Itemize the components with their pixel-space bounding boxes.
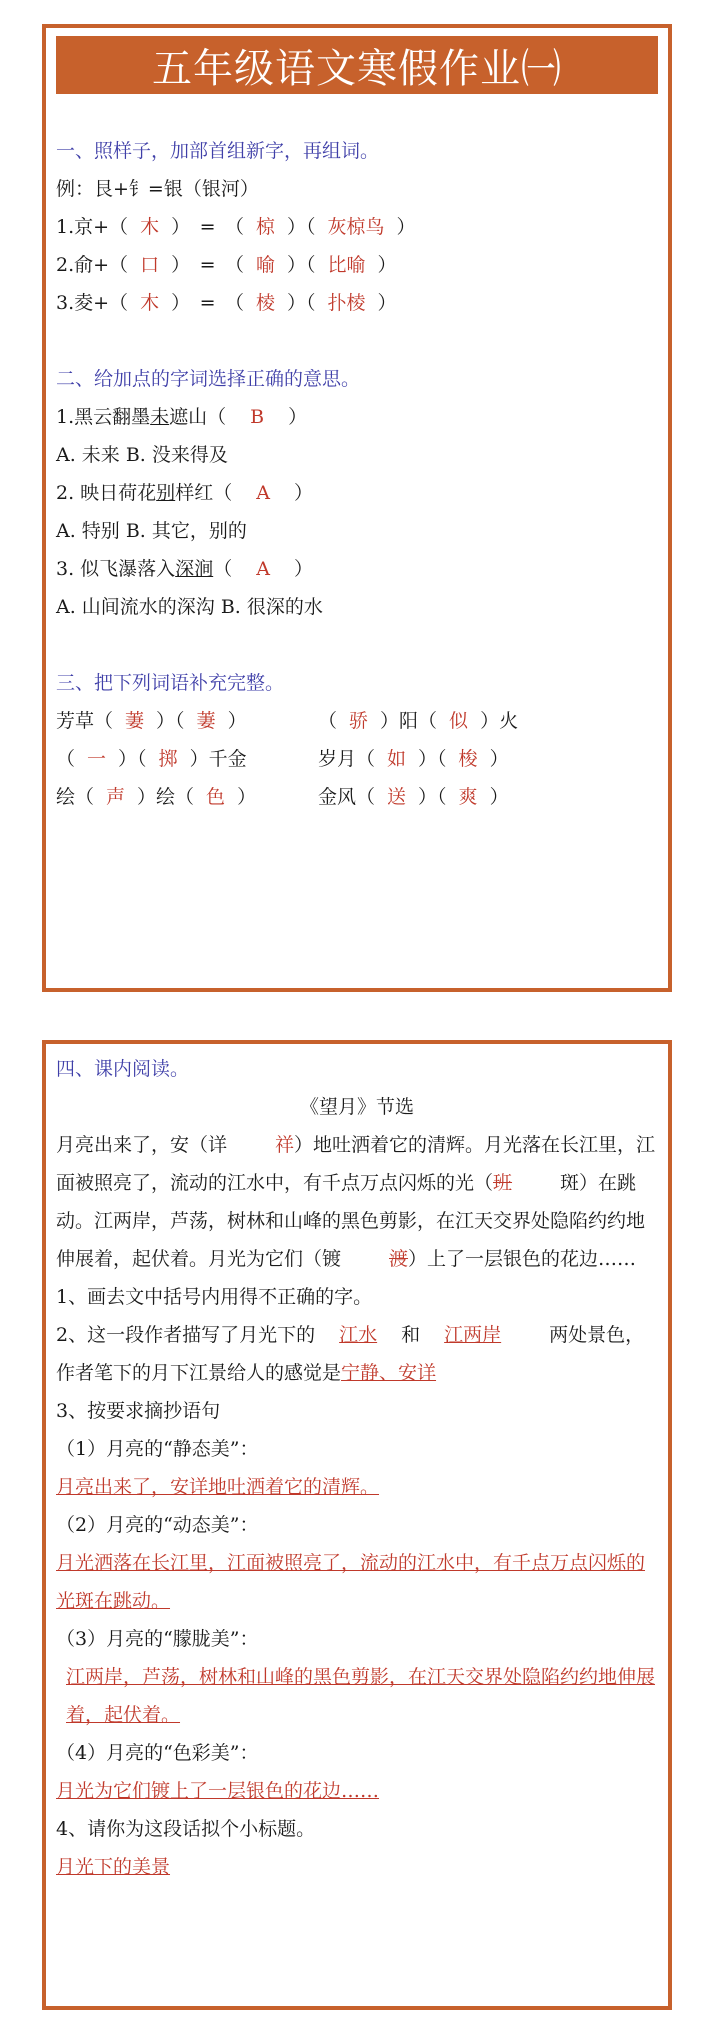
- s3-row-2: （ 一 ）（ 掷 ）千金 岁月（ 如 ）（ 梭 ）: [56, 748, 509, 770]
- worksheet-page-1: [42, 24, 672, 992]
- page-title: 五年级语文寒假作业㈠: [56, 36, 658, 94]
- s2-question-2: 2. 映日荷花别样红（ A ）: [56, 482, 313, 504]
- answer: 骄: [349, 710, 369, 732]
- answer-4: 月光下的美景: [56, 1856, 171, 1878]
- answer: 江水: [339, 1324, 378, 1346]
- struck-char: 班: [493, 1172, 513, 1194]
- question-3-2: （2）月亮的“动态美”：: [56, 1514, 259, 1536]
- answer: 色: [206, 786, 226, 808]
- answer: 萋: [196, 710, 216, 732]
- s3-row-1: 芳草（ 萋 ）（ 萋 ） （ 骄 ）阳（ 似 ）火: [56, 710, 519, 732]
- question-2: 2、这一段作者描写了月光下的 江水 和 江两岸 两处景色，作者笔下的月下江景给人的感觉是宁静、安详: [56, 1324, 645, 1384]
- answer: 送: [387, 786, 407, 808]
- answer: B: [250, 406, 265, 428]
- answer: 棱: [256, 292, 276, 314]
- answer: 一: [87, 748, 107, 770]
- s2-options-3: A. 山间流水的深沟 B. 很深的水: [56, 596, 323, 618]
- question-3-1: （1）月亮的“静态美”：: [56, 1438, 259, 1460]
- question-3-4: （4）月亮的“色彩美”：: [56, 1742, 259, 1764]
- marked-word: 未: [150, 406, 170, 428]
- question-3: 3、按要求摘抄语句: [56, 1400, 221, 1422]
- answer: A: [256, 482, 270, 504]
- answer: 似: [449, 710, 469, 732]
- answer: 灰椋鸟: [327, 216, 385, 238]
- answer: 喻: [256, 254, 276, 276]
- s3-row-3: 绘（ 声 ）绘（ 色 ） 金风（ 送 ）（ 爽 ）: [56, 786, 509, 808]
- answer: 萋: [125, 710, 145, 732]
- s2-options-1: A. 未来 B. 没来得及: [56, 444, 228, 466]
- answer: 口: [140, 254, 160, 276]
- passage-text: 月亮出来了，安（详 祥）地吐洒着它的清辉。月光落在长江里，江面被照亮了，流动的江水中，有千点万点闪烁的光（班 斑）在跳动。江两岸，芦荡，树林和山峰的黑色剪影，在江天交界处隐陷约约地伸展着，起伏着。月光为它们（镀 渡）上了一层银色的花边……: [56, 1134, 656, 1270]
- section-4-heading: 四、课内阅读。: [56, 1058, 190, 1080]
- question-1: 1、画去文中括号内用得不正确的字。: [56, 1286, 373, 1308]
- s2-options-2: A. 特别 B. 其它，别的: [56, 520, 247, 542]
- example-line: 例：艮+钅=银（银河）: [56, 178, 259, 200]
- answer-3-1: 月亮出来了，安详地吐洒着它的清辉。: [56, 1476, 380, 1498]
- section-3-heading: 三、把下列词语补充完整。: [56, 672, 285, 694]
- answer-3-3: 江两岸，芦荡，树林和山峰的黑色剪影，在江天交界处隐陷约约地伸展着，起伏着。: [66, 1666, 656, 1726]
- answer: 声: [106, 786, 126, 808]
- question-4: 4、请你为这段话拟个小标题。: [56, 1818, 316, 1840]
- answer: 梭: [458, 748, 478, 770]
- answer: 爽: [458, 786, 478, 808]
- answer: 江两岸: [444, 1324, 502, 1346]
- s1-item-3: 3.夌+（ 木 ） = （ 棱 ）（ 扑棱 ）: [56, 292, 397, 314]
- answer: 宁静、安详: [341, 1362, 437, 1384]
- section-2-heading: 二、给加点的字词选择正确的意思。: [56, 368, 361, 390]
- marked-word: 别: [156, 482, 176, 504]
- section-1-heading: 一、照样子，加部首组新字，再组词。: [56, 140, 380, 162]
- answer: 如: [387, 748, 407, 770]
- s1-item-2: 2.俞+（ 口 ） = （ 喻 ）（ 比喻 ）: [56, 254, 397, 276]
- answer: 掷: [158, 748, 178, 770]
- struck-char: 渡: [389, 1248, 409, 1270]
- answer: 木: [140, 216, 160, 238]
- answer: 椋: [256, 216, 276, 238]
- answer-3-4: 月光为它们镀上了一层银色的花边……: [56, 1780, 380, 1802]
- answer-3-2: 月光洒落在长江里，江面被照亮了，流动的江水中，有千点万点闪烁的光斑在跳动。: [56, 1552, 646, 1612]
- answer: 祥: [275, 1134, 295, 1156]
- worksheet-page-2: [42, 1040, 672, 2010]
- s2-question-3: 3. 似飞瀑落入深涧（ A ）: [56, 558, 313, 580]
- answer: 扑棱: [327, 292, 366, 314]
- answer: A: [256, 558, 270, 580]
- answer: 木: [140, 292, 160, 314]
- s2-question-1: 1.黑云翻墨未遮山（ B ）: [56, 406, 308, 428]
- marked-word: 深涧: [175, 558, 214, 580]
- answer: 比喻: [327, 254, 366, 276]
- question-3-3: （3）月亮的“朦胧美”：: [56, 1628, 259, 1650]
- passage-title: 《望月》节选: [299, 1096, 414, 1118]
- s1-item-1: 1.京+（ 木 ） = （ 椋 ）（ 灰椋鸟 ）: [56, 216, 416, 238]
